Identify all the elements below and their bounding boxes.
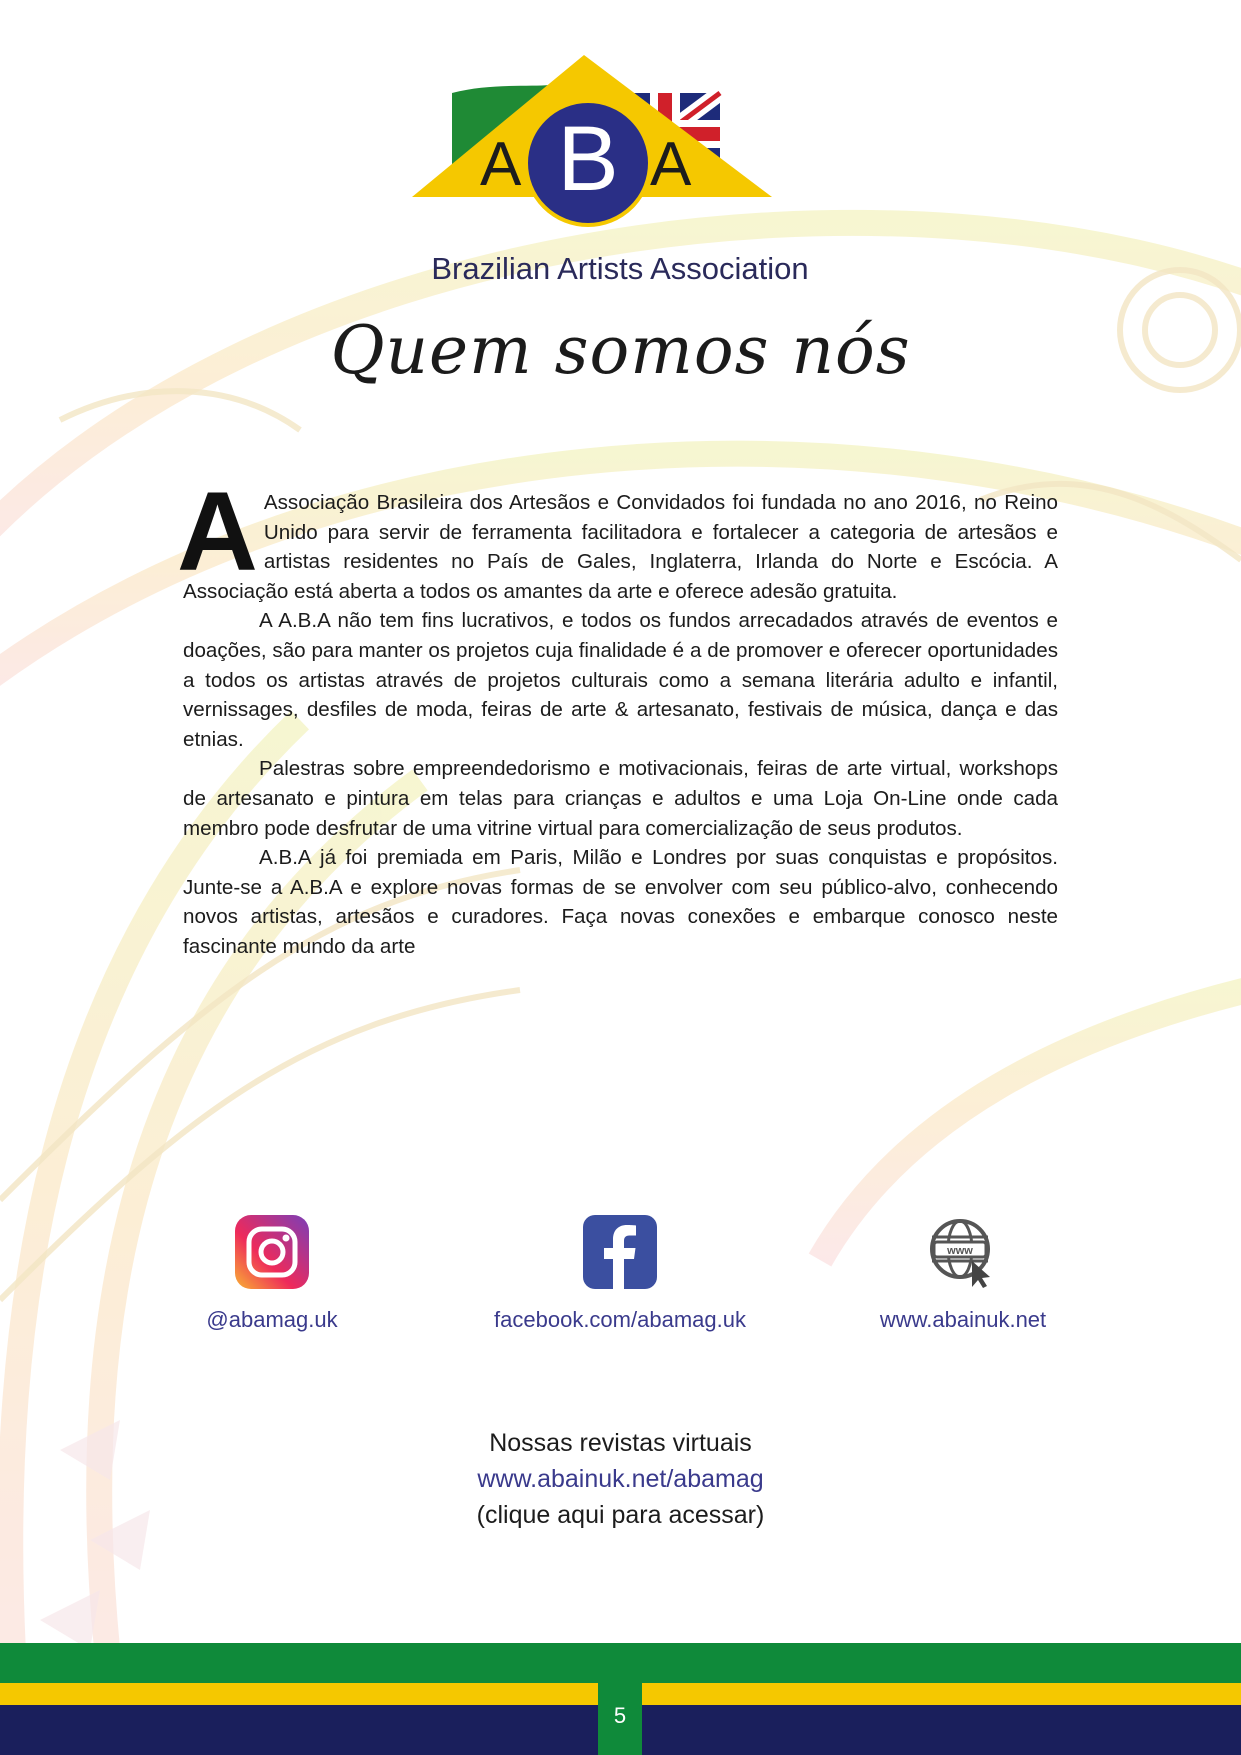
globe-www-icon[interactable] — [926, 1215, 1000, 1289]
logo-tagline: Brazilian Artists Association — [431, 251, 809, 286]
logo-letter-b: B — [557, 108, 619, 210]
instagram-icon[interactable] — [235, 1215, 309, 1289]
page-number: 5 — [598, 1676, 642, 1755]
instagram-link[interactable] — [132, 1215, 412, 1333]
magazines-note[interactable]: (clique aqui para acessar) — [476, 1501, 765, 1529]
about-article — [177, 469, 1058, 962]
logo-letter-a-right: A — [650, 130, 692, 199]
logo-letter-a-left: A — [480, 130, 522, 199]
facebook-link[interactable] — [480, 1215, 760, 1333]
magazines-link[interactable]: www.abainuk.net/abamag — [477, 1465, 764, 1493]
globe-www-text: www — [947, 1245, 973, 1257]
aba-logo-emblem — [410, 55, 830, 255]
page-title: Quem somos nós — [330, 312, 911, 389]
dropcap: A — [177, 469, 258, 594]
paragraph-3: Palestras sobre empreendedorismo e motivacionais, feiras de arte virtual, workshops de artesanato e pintura em telas para crianças e adultos e uma Loja On-Line onde cada membro pode desfrutar de uma vitrine virtual para comercialização de seus produtos. — [183, 757, 1058, 840]
aba-logo — [410, 55, 830, 295]
virtual-magazines — [0, 1425, 1241, 1533]
paragraph-2: A A.B.A não tem fins lucrativos, e todos os fundos arrecadados através de eventos e doações, são para manter os projetos cuja finalidade é a de promover e oferecer oportunidades a todos os artistas através de projetos culturais como a semana literária adulto e infantil, vernissages, desfiles de moda, feiras de arte & artesanato, festivais de música, dança e das etnias. — [183, 609, 1058, 751]
website-link[interactable] — [823, 1215, 1103, 1333]
paragraph-1-text: Associação Brasileira dos Artesãos e Convidados foi fundada no ano 2016, no Reino Unido para servir de ferramenta facilitadora e fortalecer a categoria de artesãos e artistas residentes no País de Gales, Inglaterra, Irlanda do Norte e Escócia. A Associação está aberta a todos os amantes da arte e oferece adesão gratuita. — [183, 491, 1058, 603]
paragraph-4: A.B.A já foi premiada em Paris, Milão e Londres por suas conquistas e propósitos. Junte-se a A.B.A e explore novas formas de se envolver com seu público-alvo, conhecendo novos artistas, artesãos e curadores. Faça novas conexões e embarque conosco neste fascinante mundo da arte — [183, 846, 1058, 958]
magazines-title: Nossas revistas virtuais — [489, 1429, 752, 1457]
page-footer — [0, 1643, 1241, 1755]
paragraph-1 — [177, 469, 1058, 606]
instagram-handle[interactable]: @abamag.uk — [206, 1307, 338, 1332]
facebook-url[interactable]: facebook.com/abamag.uk — [494, 1307, 746, 1332]
website-url[interactable]: www.abainuk.net — [879, 1307, 1047, 1332]
facebook-icon[interactable] — [583, 1215, 657, 1289]
